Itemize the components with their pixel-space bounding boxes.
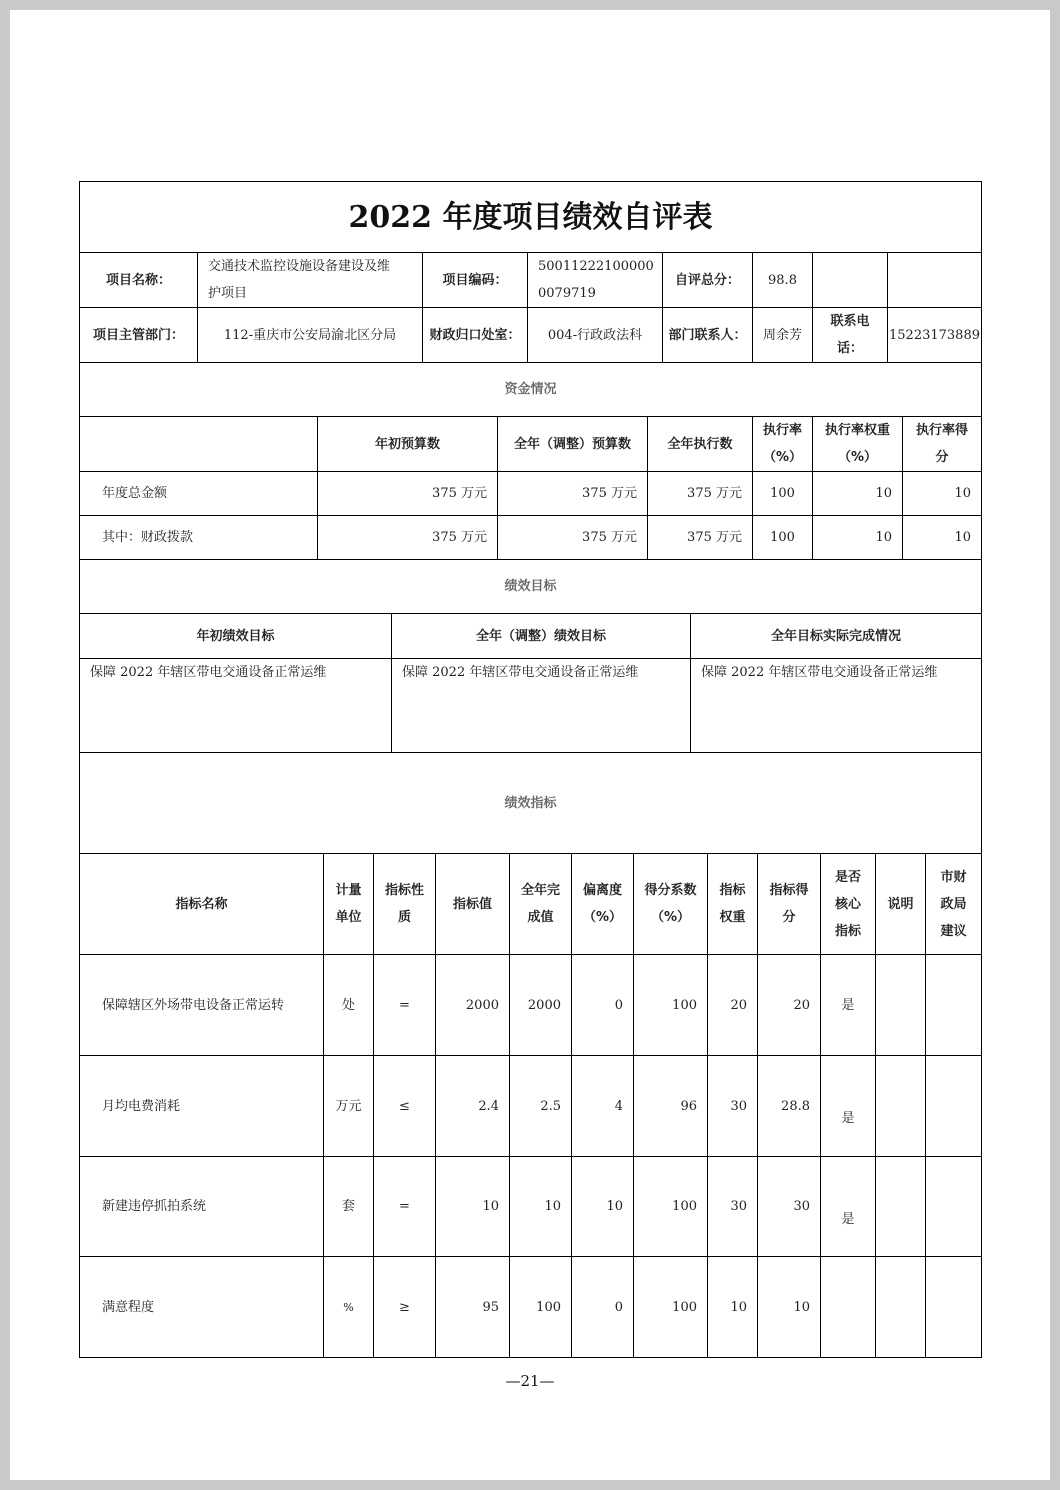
indicator-suggestion <box>925 1256 982 1358</box>
page-title <box>79 181 982 253</box>
dept-value-text: 112-重庆市公安局渝北区分局 <box>223 327 397 343</box>
funds-header-text: 全年执行数 <box>667 436 733 452</box>
indicator-deviation-text: 0 <box>614 997 623 1013</box>
indicator-header <box>707 853 758 955</box>
phone-value-text: 15223173889 <box>889 327 980 343</box>
indicators-section-title <box>79 752 982 854</box>
funds-header-text: 执行率得分 <box>915 423 968 465</box>
indicator-name-text: 满意程度 <box>102 1299 155 1315</box>
indicator-deviation-text: 4 <box>614 1098 623 1114</box>
dept-value <box>197 307 423 363</box>
indicator-name-text: 保障辖区外场带电设备正常运转 <box>102 997 285 1013</box>
funds-row-label <box>79 515 318 560</box>
indicator-unit <box>323 1256 374 1358</box>
indicator-value <box>435 1156 510 1257</box>
indicator-weight <box>707 1256 758 1358</box>
indicator-core <box>820 1156 876 1257</box>
funds-header-text: 年初预算数 <box>374 436 440 452</box>
indicator-header <box>925 853 982 955</box>
project-name-label <box>79 252 198 308</box>
goals-header-text: 全年目标实际完成情况 <box>770 628 901 644</box>
indicator-nature <box>373 1156 436 1257</box>
funds-cell <box>752 471 813 516</box>
indicator-suggestion <box>925 1156 982 1257</box>
funds-header-text: 执行率权重（%） <box>824 423 890 465</box>
indicator-name <box>79 954 324 1056</box>
funds-cell-text: 10 <box>954 486 971 501</box>
self-score-label <box>662 252 753 308</box>
funds-cell <box>497 471 648 516</box>
goal-cell <box>690 658 982 753</box>
indicator-coefficient-text: 100 <box>672 997 697 1013</box>
indicator-unit-text: 万元 <box>335 1098 362 1114</box>
indicator-header <box>79 853 324 955</box>
indicator-suggestion <box>925 954 982 1056</box>
indicator-deviation <box>571 1156 634 1257</box>
funds-cell <box>902 515 982 560</box>
phone-label <box>812 307 888 363</box>
indicator-note <box>875 1256 926 1358</box>
indicator-weight-text: 30 <box>730 1098 747 1114</box>
funds-row-label <box>79 471 318 516</box>
indicator-core-text: 是 <box>841 1212 855 1227</box>
indicator-header-text: 计量单位 <box>335 883 362 925</box>
indicator-header <box>875 853 926 955</box>
funds-cell <box>752 515 813 560</box>
indicator-header <box>323 853 374 955</box>
indicator-header-text: 指标性质 <box>384 883 424 925</box>
contact-label <box>662 307 753 363</box>
funds-cell-text: 10 <box>875 530 892 545</box>
funds-cell-text: 375 万元 <box>432 486 487 501</box>
indicator-value-text: 10 <box>482 1199 499 1214</box>
indicator-actual-text: 100 <box>536 1299 561 1315</box>
indicator-actual-text: 2000 <box>527 997 561 1013</box>
indicator-header-text: 指标值 <box>452 896 492 912</box>
indicator-weight-text: 10 <box>730 1299 747 1315</box>
indicator-core <box>820 1055 876 1157</box>
indicator-core <box>820 954 876 1056</box>
indicator-value <box>435 954 510 1056</box>
goals-header <box>690 613 982 659</box>
phone-value <box>887 307 982 363</box>
funds-cell-text: 100 <box>770 486 795 501</box>
indicator-deviation <box>571 954 634 1056</box>
contact-label-text: 部门联系人： <box>668 327 747 343</box>
funds-cell <box>812 515 903 560</box>
indicator-deviation <box>571 1256 634 1358</box>
indicator-unit-text: % <box>343 1300 354 1314</box>
indicator-score-text: 10 <box>793 1299 810 1315</box>
indicator-nature-text: = <box>399 997 410 1013</box>
funds-cell <box>497 515 648 560</box>
indicator-unit-text: 处 <box>341 997 355 1013</box>
indicator-name-text: 新建违停抓拍系统 <box>102 1199 207 1214</box>
indicator-unit <box>323 1156 374 1257</box>
indicator-score <box>757 1055 821 1157</box>
indicator-core <box>820 1256 876 1358</box>
indicator-deviation-text: 0 <box>614 1299 623 1315</box>
goal-cell <box>391 658 691 753</box>
indicator-coefficient <box>633 1156 708 1257</box>
indicator-name-text: 月均电费消耗 <box>102 1098 181 1114</box>
indicator-unit <box>323 954 374 1056</box>
self-score-label-text: 自评总分： <box>674 272 740 288</box>
indicator-actual <box>509 1156 572 1257</box>
indicator-coefficient <box>633 954 708 1056</box>
funds-cell <box>647 471 753 516</box>
funds-cell-text: 100 <box>770 530 795 545</box>
funds-cell-text: 375 万元 <box>582 530 637 545</box>
finance-label-text: 财政归口处室： <box>429 327 521 343</box>
funds-section-title-text: 资金情况 <box>504 382 557 397</box>
goals-header-text: 年初绩效目标 <box>196 628 275 644</box>
funds-header <box>812 416 903 472</box>
funds-row-label-text: 年度总金额 <box>102 486 168 501</box>
funds-cell-text: 375 万元 <box>432 530 487 545</box>
indicator-header <box>820 853 876 955</box>
indicator-deviation-text: 10 <box>606 1199 623 1214</box>
indicator-weight-text: 20 <box>730 997 747 1013</box>
indicator-value-text: 2000 <box>465 997 499 1013</box>
indicator-nature <box>373 954 436 1056</box>
contact-value-text: 周余芳 <box>762 327 802 343</box>
project-code-label-text: 项目编码： <box>442 272 508 288</box>
funds-cell <box>902 471 982 516</box>
finance-label <box>422 307 528 363</box>
goal-cell-text: 保障 2022 年辖区带电交通设备正常运维 <box>90 665 327 680</box>
finance-value-text: 004-行政政法科 <box>547 327 643 343</box>
funds-cell-text: 375 万元 <box>582 486 637 501</box>
funds-cell-text: 10 <box>954 530 971 545</box>
indicator-nature-text: ≤ <box>399 1098 410 1114</box>
indicator-score <box>757 1256 821 1358</box>
indicator-weight <box>707 1055 758 1157</box>
funds-cell-text: 375 万元 <box>687 530 742 545</box>
funds-header-empty <box>79 416 318 472</box>
indicator-nature <box>373 1055 436 1157</box>
indicator-header <box>633 853 708 955</box>
project-code-value <box>527 252 663 308</box>
indicator-coefficient <box>633 1256 708 1358</box>
indicator-note <box>875 1156 926 1257</box>
indicator-nature <box>373 1256 436 1358</box>
goal-cell-text: 保障 2022 年辖区带电交通设备正常运维 <box>701 665 938 680</box>
indicator-actual-text: 10 <box>544 1199 561 1214</box>
goal-cell <box>79 658 392 753</box>
funds-cell <box>317 471 498 516</box>
indicator-nature-text: = <box>399 1199 410 1214</box>
indicator-name <box>79 1256 324 1358</box>
indicator-note <box>875 954 926 1056</box>
indicator-header-text: 得分系数（%） <box>644 883 697 925</box>
goal-cell-text: 保障 2022 年辖区带电交通设备正常运维 <box>402 665 639 680</box>
project-name-value-text: 交通技术监控设施设备建设及维护项目 <box>208 259 391 301</box>
dept-label <box>79 307 198 363</box>
funds-header-text: 执行率（%） <box>762 423 803 465</box>
indicator-header <box>571 853 634 955</box>
funds-cell-text: 375 万元 <box>687 486 742 501</box>
indicator-actual <box>509 1256 572 1358</box>
title-text: 2022 年度项目绩效自评表 <box>348 199 713 235</box>
indicator-score-text: 20 <box>793 997 810 1013</box>
indicator-deviation <box>571 1055 634 1157</box>
indicator-score <box>757 954 821 1056</box>
funds-cell-text: 10 <box>875 486 892 501</box>
indicator-header-text: 市财政局建议 <box>940 869 967 939</box>
goals-section-title <box>79 559 982 614</box>
indicators-section-title-text: 绩效指标 <box>504 795 557 811</box>
indicator-header <box>509 853 572 955</box>
indicator-weight <box>707 1156 758 1257</box>
goals-header-text: 全年（调整）绩效目标 <box>475 628 606 644</box>
indicator-score <box>757 1156 821 1257</box>
indicator-unit <box>323 1055 374 1157</box>
phone-label-text: 联系电话： <box>830 314 870 356</box>
indicator-header-text: 指标名称 <box>175 896 228 912</box>
goals-section-title-text: 绩效目标 <box>504 579 557 594</box>
project-name-label-text: 项目名称： <box>105 272 171 288</box>
funds-header <box>647 416 753 472</box>
funds-row-label-text: 其中：财政拨款 <box>102 530 194 545</box>
indicator-header-text: 指标权重 <box>719 883 746 925</box>
indicator-value-text: 2.4 <box>478 1098 499 1114</box>
funds-cell <box>812 471 903 516</box>
project-code-label <box>422 252 528 308</box>
goals-header <box>391 613 691 659</box>
dept-label-text: 项目主管部门： <box>92 327 184 343</box>
document-page <box>10 10 1050 1480</box>
indicator-score-text: 30 <box>793 1199 810 1214</box>
indicator-header-text: 全年完成值 <box>520 883 560 925</box>
indicator-header <box>435 853 510 955</box>
funds-cell <box>647 515 753 560</box>
project-code-value-text: 500112221000000079719 <box>538 259 654 301</box>
finance-value <box>527 307 663 363</box>
indicator-note <box>875 1055 926 1157</box>
indicator-suggestion <box>925 1055 982 1157</box>
indicator-header-text: 说明 <box>887 896 914 912</box>
funds-header <box>752 416 813 472</box>
indicator-nature-text: ≥ <box>399 1299 410 1315</box>
self-score-value-text: 98.8 <box>768 272 797 288</box>
indicator-unit-text: 套 <box>341 1199 355 1214</box>
indicator-actual <box>509 1055 572 1157</box>
funds-header <box>497 416 648 472</box>
indicator-value-text: 95 <box>482 1299 499 1315</box>
empty-cell <box>887 252 982 308</box>
indicator-weight <box>707 954 758 1056</box>
indicator-actual-text: 2.5 <box>540 1098 561 1114</box>
indicator-weight-text: 30 <box>730 1199 747 1214</box>
empty-cell <box>812 252 888 308</box>
indicator-value <box>435 1055 510 1157</box>
funds-cell <box>317 515 498 560</box>
indicator-coefficient <box>633 1055 708 1157</box>
self-score-value <box>752 252 813 308</box>
funds-header <box>902 416 982 472</box>
funds-header-text: 全年（调整）预算数 <box>513 436 631 452</box>
project-name-value <box>197 252 423 308</box>
indicator-score-text: 28.8 <box>781 1098 810 1114</box>
indicator-coefficient-text: 100 <box>672 1299 697 1315</box>
indicator-header-text: 是否核心指标 <box>834 869 861 939</box>
indicator-header <box>757 853 821 955</box>
indicator-value <box>435 1256 510 1358</box>
indicator-header-text: 指标得分 <box>769 883 809 925</box>
contact-value <box>752 307 813 363</box>
indicator-coefficient-text: 100 <box>672 1199 697 1214</box>
page-number: —21— <box>505 1372 555 1390</box>
indicator-header-text: 偏离度（%） <box>582 883 623 925</box>
indicator-name <box>79 1055 324 1157</box>
indicator-coefficient-text: 96 <box>680 1098 697 1114</box>
indicator-core-text: 是 <box>841 997 855 1013</box>
funds-section-title <box>79 362 982 417</box>
indicator-header <box>373 853 436 955</box>
funds-header <box>317 416 498 472</box>
indicator-actual <box>509 954 572 1056</box>
indicator-name <box>79 1156 324 1257</box>
indicator-core-text: 是 <box>841 1110 855 1126</box>
goals-header <box>79 613 392 659</box>
